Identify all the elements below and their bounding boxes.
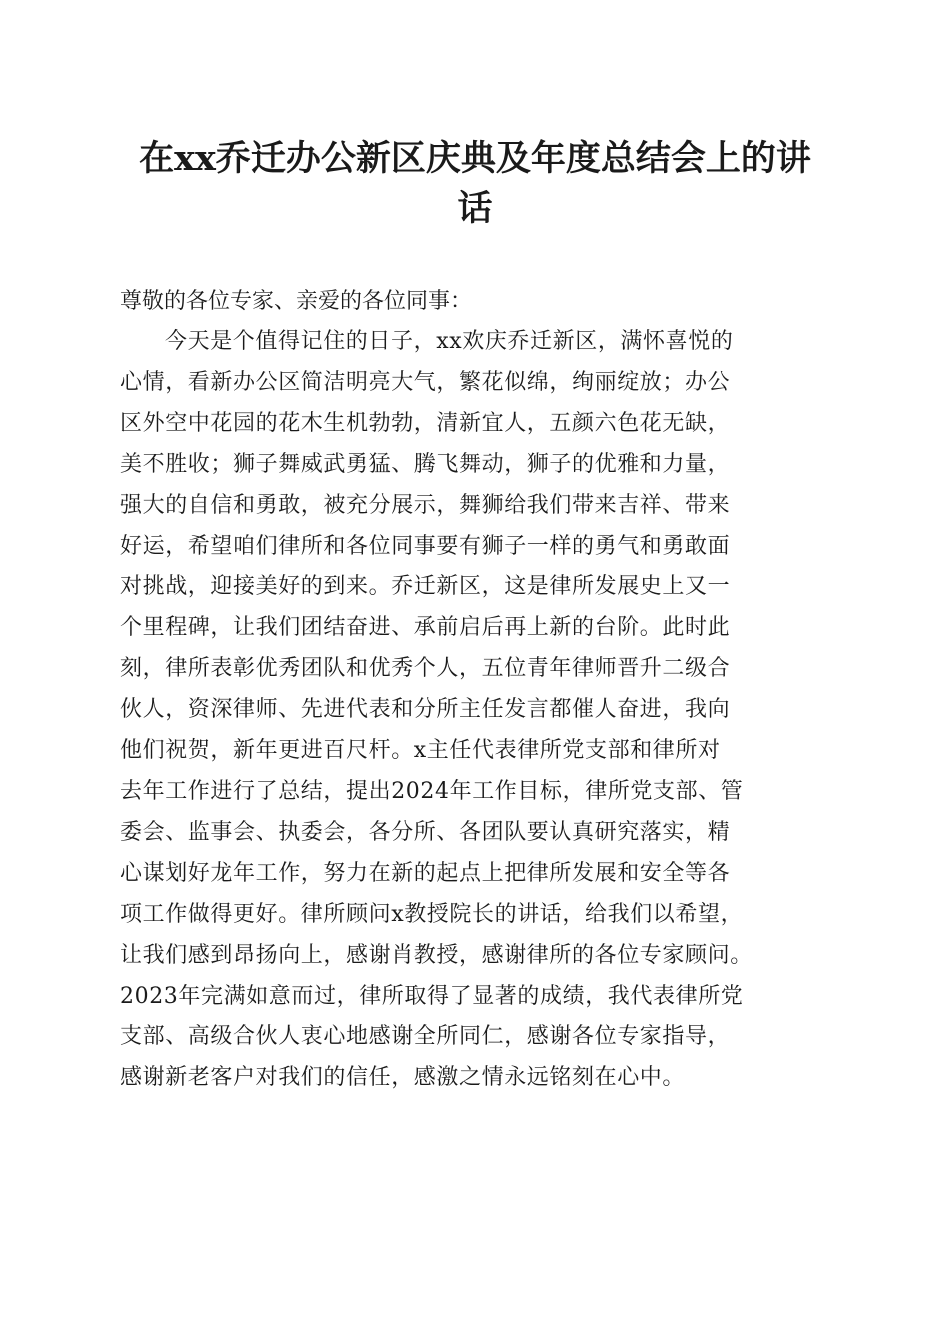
title-line-2: 话 <box>457 188 493 229</box>
body-line: 刻，律所表彰优秀团队和优秀个人，五位青年律师晋升二级合 <box>120 656 731 682</box>
body-line: 对挑战，迎接美好的到来。乔迁新区，这是律所发展史上又一 <box>120 574 731 600</box>
body-line: 感谢新老客户对我们的信任，感激之情永远铭刻在心中。 <box>120 1065 686 1091</box>
body-line: 2023年完满如意而过，律所取得了显著的成绩，我代表律所党 <box>120 983 744 1009</box>
body-line: 区外空中花园的花木生机勃勃，清新宜人，五颜六色花无缺， <box>120 410 731 436</box>
body-line: 让我们感到昂扬向上，感谢肖教授，感谢律所的各位专家顾问。 <box>120 942 753 968</box>
body-line: 项工作做得更好。律所顾问x教授院长的讲话，给我们以希望， <box>120 901 744 927</box>
body-paragraph <box>120 322 840 1099</box>
body-line: 伙人，资深律师、先进代表和分所主任发言都催人奋进，我向 <box>120 697 731 723</box>
body-line: 支部、高级合伙人衷心地感谢全所同仁，感谢各位专家指导， <box>120 1024 731 1050</box>
document-title <box>110 134 840 234</box>
body-line: 心情，看新办公区简洁明亮大气，繁花似绵，绚丽绽放；办公 <box>120 369 731 395</box>
body-line: 个里程碑，让我们团结奋进、承前启后再上新的台阶。此时此 <box>120 615 731 641</box>
body-line: 他们祝贺，新年更进百尺杆。x主任代表律所党支部和律所对 <box>120 738 721 764</box>
body-line: 去年工作进行了总结，提出2024年工作目标，律所党支部、管 <box>120 778 744 804</box>
salutation: 尊敬的各位专家、亲爱的各位同事： <box>120 289 473 314</box>
body-line: 今天是个值得记住的日子，xx欢庆乔迁新区，满怀喜悦的 <box>165 329 734 354</box>
body-line: 好运，希望咱们律所和各位同事要有狮子一样的勇气和勇敢面 <box>120 533 731 559</box>
body-line: 委会、监事会、执委会，各分所、各团队要认真研究落实，精 <box>120 819 731 845</box>
title-line-1: 在xx乔迁办公新区庆典及年度总结会上的讲 <box>139 138 811 179</box>
body-line: 强大的自信和勇敢，被充分展示，舞狮给我们带来吉祥、带来 <box>120 492 731 518</box>
body-line: 美不胜收；狮子舞威武勇猛、腾飞舞动，狮子的优雅和力量， <box>120 451 731 477</box>
body-line: 心谋划好龙年工作，努力在新的起点上把律所发展和安全等各 <box>120 860 731 886</box>
